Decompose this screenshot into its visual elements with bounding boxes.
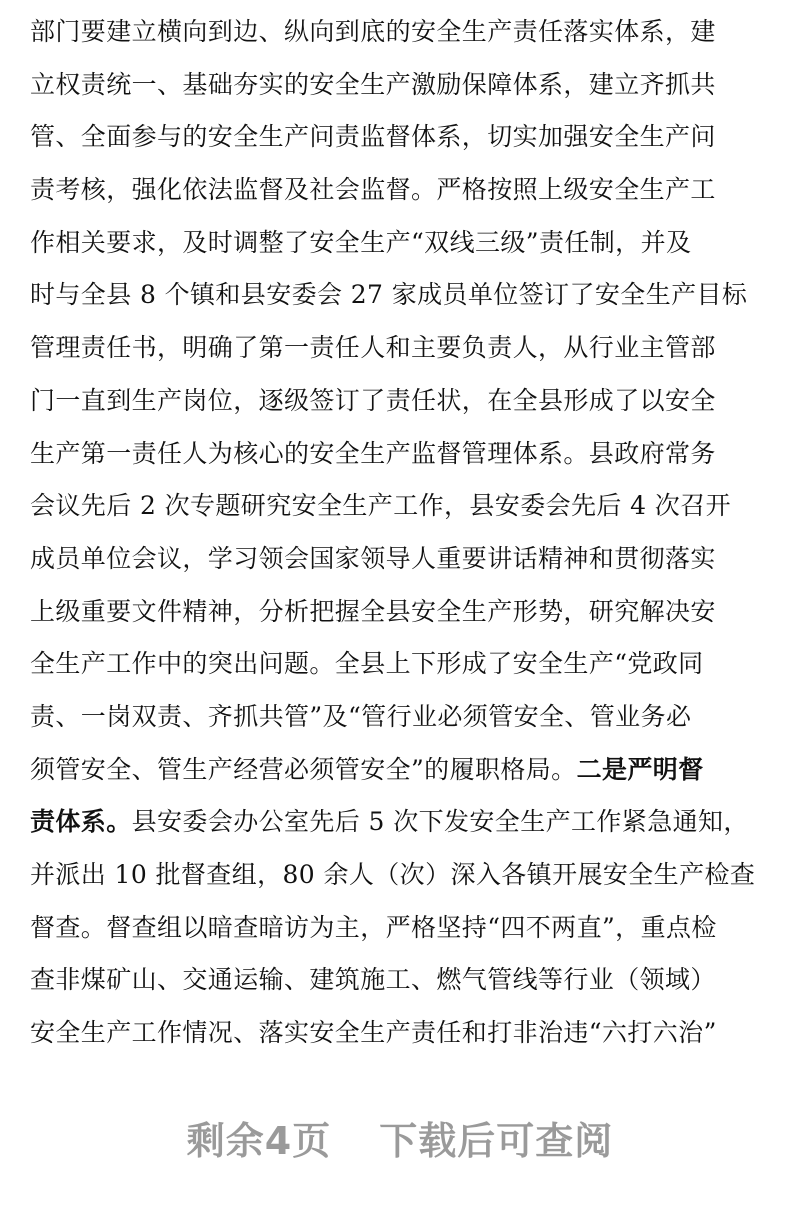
bold-heading-part1: 二是严明督 [576, 754, 704, 784]
text-line: 查非煤矿山、交通运输、建筑施工、燃气管线等行业（领域） [30, 965, 716, 995]
text-line: 责考核，强化依法监督及社会监督。严格按照上级安全生产工 [30, 175, 716, 205]
text-line: 责、一岗双责、齐抓共管”及“管行业必须管安全、管业务必 [30, 701, 692, 731]
text-line: 上级重要文件精神，分析把握全县安全生产形势，研究解决安 [30, 596, 716, 626]
remaining-pages-label: 剩余4页 [186, 1119, 332, 1163]
text-line: 会议先后 2 次专题研究安全生产工作，县安委会先后 4 次召开 [30, 491, 732, 521]
text-segment: 须管安全、管生产经营必须管安全”的履职格局。 [30, 754, 577, 784]
text-line: 安全生产工作情况、落实安全生产责任和打非治违“六打六治” [30, 1018, 717, 1048]
text-line: 部门要建立横向到边、纵向到底的安全生产责任落实体系，建 [30, 17, 716, 46]
text-line: 督查。督查组以暗查暗访为主，严格坚持“四不两直”，重点检 [30, 912, 717, 942]
text-line: 时与全县 8 个镇和县安委会 27 家成员单位签订了安全生产目标 [30, 280, 748, 310]
bold-heading-part2: 责体系。 [30, 807, 132, 837]
text-line: 全生产工作中的突出问题。全县上下形成了安全生产“党政同 [30, 649, 704, 679]
text-line-with-heading [30, 744, 775, 797]
text-line: 管、全面参与的安全生产问责监督体系，切实加强安全生产问 [30, 122, 716, 152]
text-line: 门一直到生产岗位，逐级签订了责任状，在全县形成了以安全 [30, 385, 716, 415]
download-to-view-label: 下载后可查阅 [379, 1119, 614, 1163]
document-body [30, 6, 775, 1060]
download-prompt [0, 1110, 800, 1165]
text-line: 作相关要求，及时调整了安全生产“双线三级”责任制，并及 [30, 227, 692, 257]
text-line-with-heading [30, 796, 775, 849]
text-line: 立权责统一、基础夯实的安全生产激励保障体系，建立齐抓共 [30, 69, 716, 99]
text-line: 生产第一责任人为核心的安全生产监督管理体系。县政府常务 [30, 438, 716, 468]
text-line: 成员单位会议，学习领会国家领导人重要讲话精神和贯彻落实 [30, 543, 716, 573]
text-line: 管理责任书，明确了第一责任人和主要负责人，从行业主管部 [30, 333, 716, 363]
text-segment: 县安委会办公室先后 5 次下发安全生产工作紧急通知， [131, 807, 749, 837]
text-line: 并派出 10 批督查组，80 余人（次）深入各镇开展安全生产检查 [30, 860, 756, 889]
